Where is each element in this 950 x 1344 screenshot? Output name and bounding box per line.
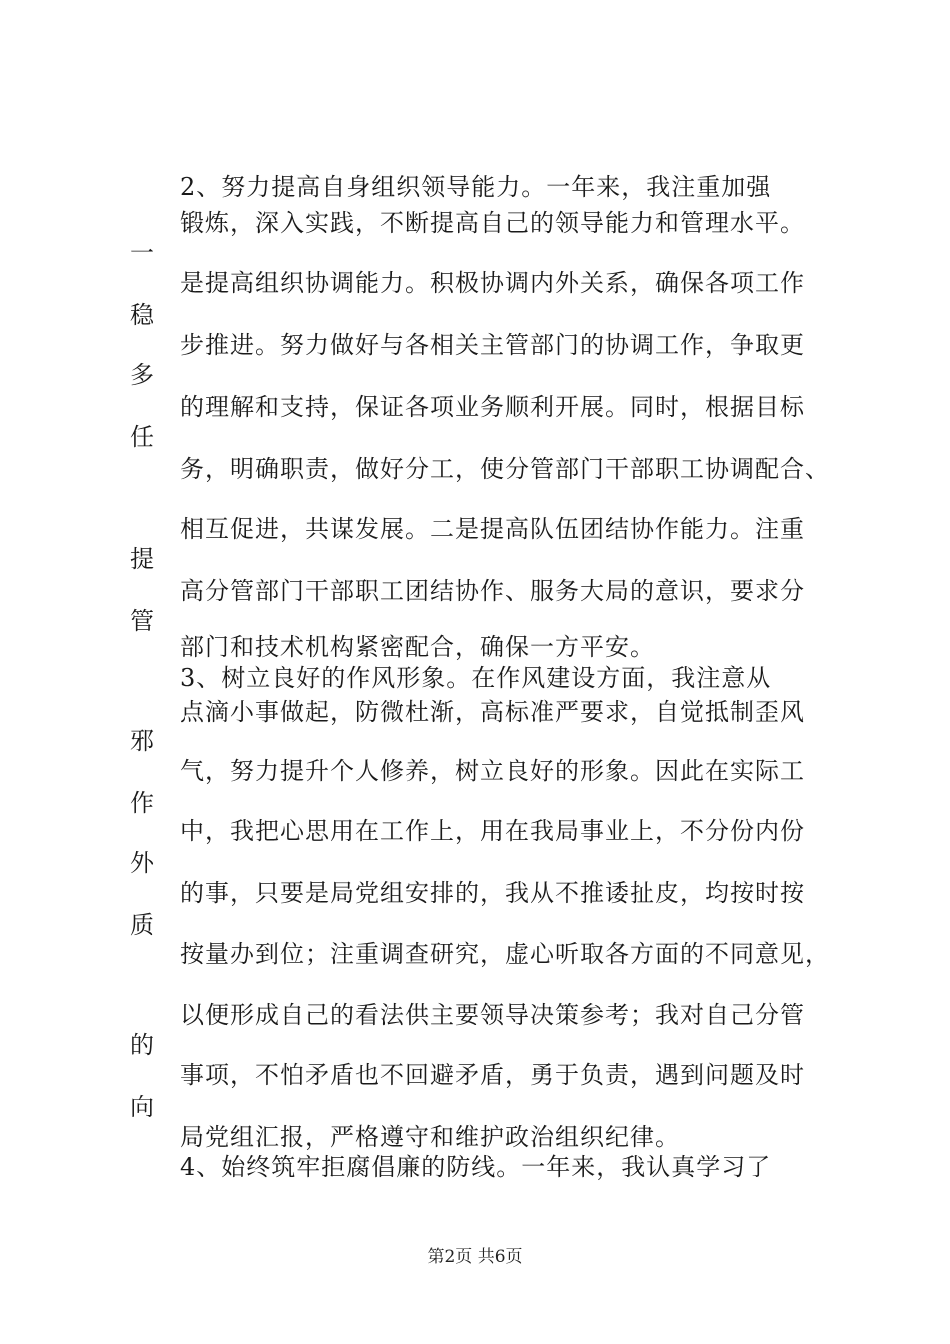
body-line-17: 事项，不怕矛盾也不回避矛盾，勇于负责，遇到问题及时 bbox=[180, 1061, 805, 1089]
body-line-15: 按量办到位；注重调查研究，虚心听取各方面的不同意见， bbox=[180, 940, 830, 968]
body-line-3: 是提高组织协调能力。积极协调内外关系，确保各项工作 bbox=[180, 269, 805, 297]
margin-char-2: 稳 bbox=[130, 301, 154, 329]
body-line-14: 的事，只要是局党组安排的，我从不推诿扯皮，均按时按 bbox=[180, 879, 805, 907]
margin-char-8: 作 bbox=[130, 789, 154, 817]
body-line-2: 锻炼，深入实践，不断提高自己的领导能力和管理水平。 bbox=[180, 209, 805, 237]
body-line-5: 的理解和支持，保证各项业务顺利开展。同时，根据目标 bbox=[180, 393, 805, 421]
margin-char-3: 多 bbox=[130, 361, 154, 389]
body-line-11: 点滴小事做起，防微杜渐，高标准严要求，自觉抵制歪风 bbox=[180, 698, 805, 726]
body-line-6: 务，明确职责，做好分工，使分管部门干部职工协调配合、 bbox=[180, 455, 830, 483]
body-line-18: 局党组汇报，严格遵守和维护政治组织纪律。 bbox=[180, 1123, 680, 1151]
body-line-4: 步推进。努力做好与各相关主管部门的协调工作，争取更 bbox=[180, 331, 805, 359]
margin-char-6: 管 bbox=[130, 607, 154, 635]
page-number-footer: 第2页 共6页 bbox=[427, 1247, 523, 1267]
body-line-7: 相互促进，共谋发展。二是提高队伍团结协作能力。注重 bbox=[180, 515, 805, 543]
margin-char-7: 邪 bbox=[130, 727, 154, 755]
body-line-12: 气，努力提升个人修养，树立良好的形象。因此在实际工 bbox=[180, 757, 805, 785]
margin-char-11: 的 bbox=[130, 1031, 154, 1059]
body-line-16: 以便形成自己的看法供主要领导决策参考；我对自己分管 bbox=[180, 1001, 805, 1029]
body-line-1: 2、努力提高自身组织领导能力。一年来，我注重加强 bbox=[180, 173, 772, 201]
body-line-13: 中，我把心思用在工作上，用在我局事业上，不分份内份 bbox=[180, 817, 805, 845]
margin-char-5: 提 bbox=[130, 545, 154, 573]
margin-char-12: 向 bbox=[130, 1093, 154, 1121]
body-line-8: 高分管部门干部职工团结协作、服务大局的意识，要求分 bbox=[180, 577, 805, 605]
body-line-10: 3、树立良好的作风形象。在作风建设方面，我注意从 bbox=[180, 664, 772, 692]
body-line-9: 部门和技术机构紧密配合，确保一方平安。 bbox=[180, 633, 655, 661]
margin-char-1: 一 bbox=[130, 239, 154, 267]
margin-char-10: 质 bbox=[130, 911, 154, 939]
body-line-19: 4、始终筑牢拒腐倡廉的防线。一年来，我认真学习了 bbox=[180, 1153, 772, 1181]
margin-char-4: 任 bbox=[130, 423, 154, 451]
margin-char-9: 外 bbox=[130, 849, 154, 877]
